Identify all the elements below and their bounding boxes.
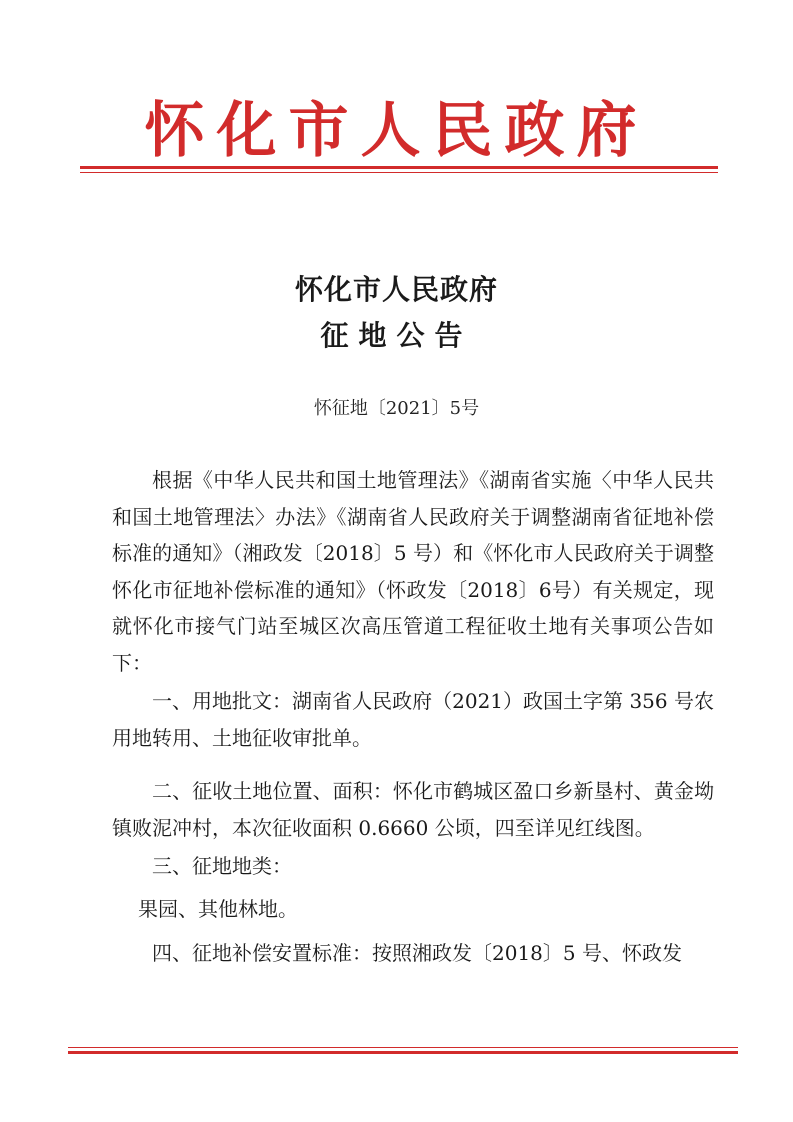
footer-rule-thick xyxy=(68,1051,738,1054)
paragraph-item-4-text: 四、征地补偿安置标准：按照湘政发〔2018〕5 号、怀政发 xyxy=(152,941,682,965)
paragraph-item-3-detail xyxy=(112,891,714,928)
paragraph-item-3-detail-text: 果园、其他林地。 xyxy=(138,897,298,921)
document-number: 怀征地〔2021〕5号 xyxy=(313,398,480,419)
paragraph-item-3 xyxy=(112,848,714,885)
paragraph-item-1 xyxy=(112,683,714,756)
paragraph-item-3-text: 三、征地地类： xyxy=(152,854,292,878)
masthead-rule-thin xyxy=(80,172,718,173)
paragraph-item-2 xyxy=(112,773,714,846)
notice-issuer: 怀化市人民政府 xyxy=(294,273,498,306)
masthead-rule-thick xyxy=(80,166,718,169)
paragraph-item-1-text: 一、用地批文：湖南省人民政府（2021）政国土字第 356 号农用地转用、土地征收审批单。 xyxy=(112,689,714,750)
notice-title: 征地公告 xyxy=(320,319,473,352)
paragraph-item-2-text: 二、征收土地位置、面积：怀化市鹤城区盈口乡新垦村、黄金坳镇败泥冲村，本次征收面积 0.6660 公顷，四至详见红线图。 xyxy=(112,779,714,840)
footer-rule-thin xyxy=(68,1047,738,1048)
paragraph-intro xyxy=(112,462,714,681)
masthead-title: 怀化市人民政府 xyxy=(144,96,649,166)
paragraph-intro-text: 根据《中华人民共和国土地管理法》《湖南省实施〈中华人民共和国土地管理法〉办法》《湖南省人民政府关于调整湖南省征地补偿标准的通知》（湘政发〔2018〕5 号）和《怀化市人民政府关于调整怀化市征地补偿标准的通知》（怀政发〔2018〕6号）有关规定，现就怀化市接气门站至城区次高压管道工程征收土地有关事项公告如下： xyxy=(112,468,714,675)
paragraph-item-4 xyxy=(112,935,714,972)
